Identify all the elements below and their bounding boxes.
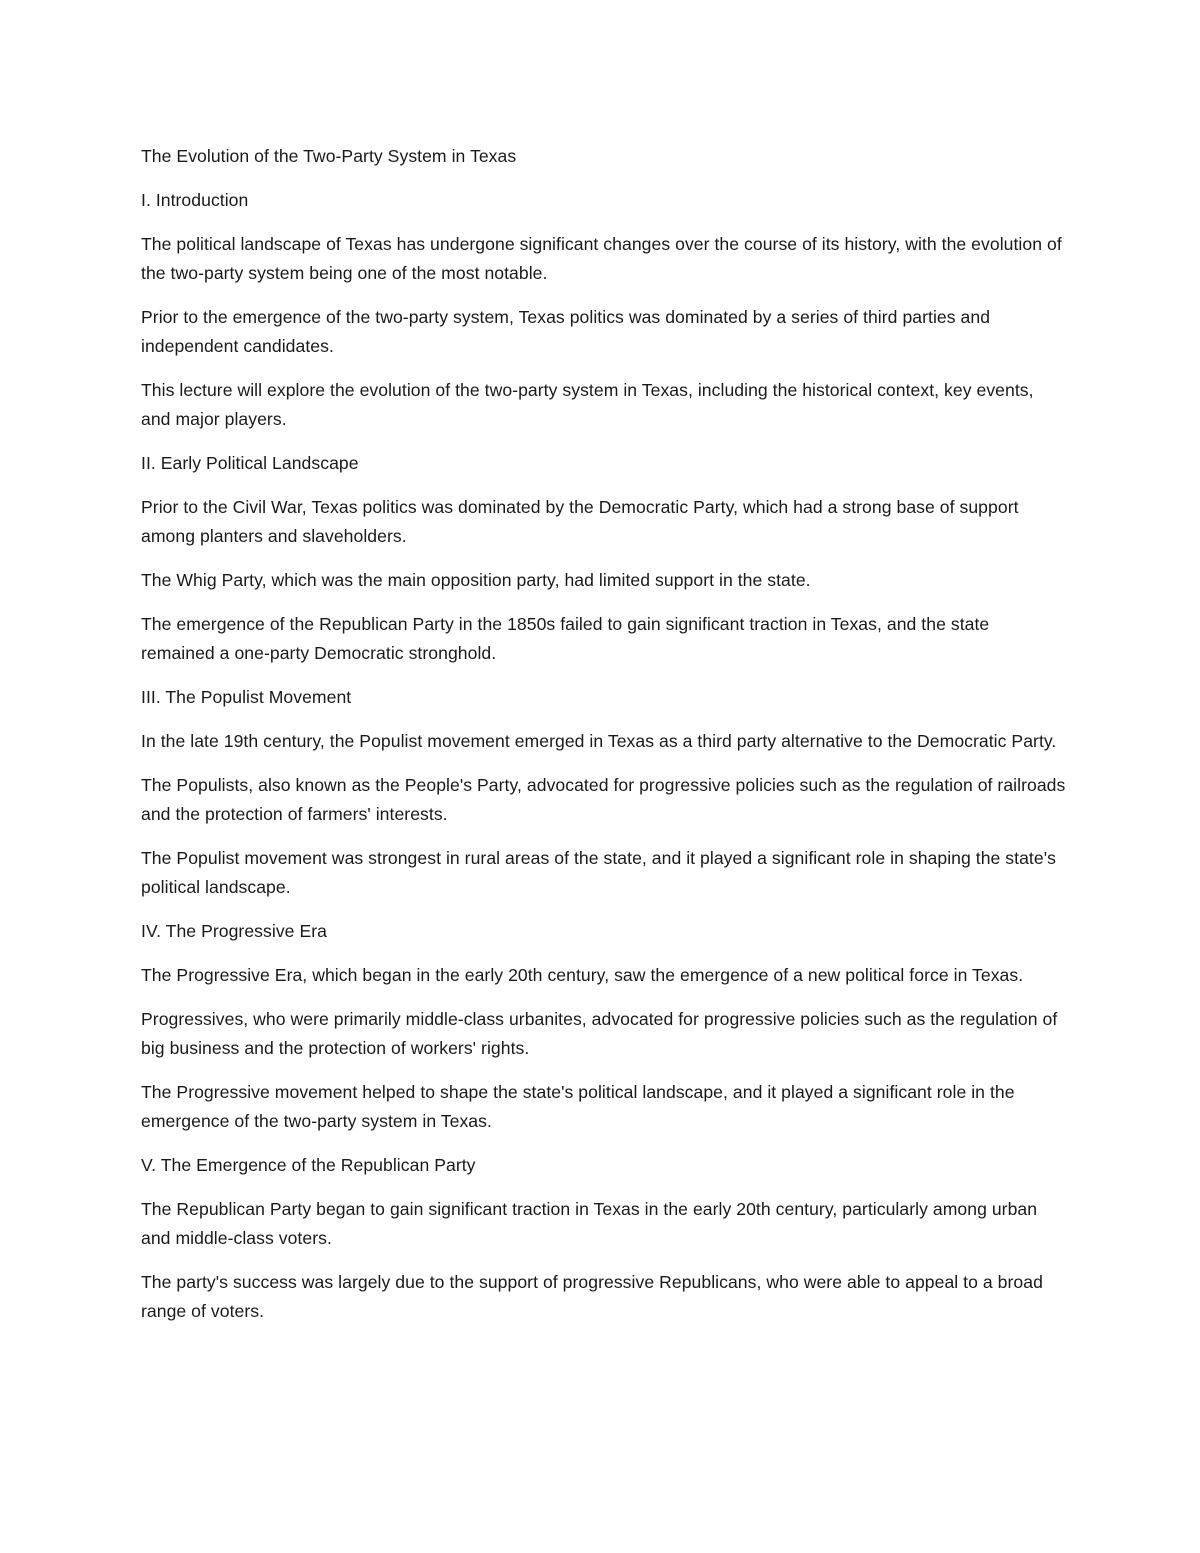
paragraph: The Populist movement was strongest in rural areas of the state, and it played a significant role in shaping the state's political landscape. — [141, 848, 1056, 897]
paragraph: The political landscape of Texas has undergone significant changes over the course of its history, with the evolution of the two-party system being one of the most notable. — [141, 234, 1062, 283]
paragraph: Prior to the Civil War, Texas politics was dominated by the Democratic Party, which had a strong base of support among planters and slaveholders. — [141, 497, 1019, 546]
paragraph: Progressives, who were primarily middle-class urbanites, advocated for progressive policies such as the regulation of big business and the protection of workers' rights. — [141, 1009, 1058, 1058]
document-title: The Evolution of the Two-Party System in Texas — [141, 146, 517, 166]
section-heading: I. Introduction — [141, 190, 249, 210]
paragraph: The Progressive movement helped to shape the state's political landscape, and it played a significant role in the emergence of the two-party system in Texas. — [141, 1082, 1015, 1131]
section-progressive-era — [141, 917, 1066, 1136]
section-introduction — [141, 186, 1066, 434]
document-body — [141, 142, 1066, 1341]
paragraph: The Progressive Era, which began in the early 20th century, saw the emergence of a new political force in Texas. — [141, 965, 1024, 985]
section-populist-movement — [141, 683, 1066, 902]
section-heading: V. The Emergence of the Republican Party — [141, 1155, 476, 1175]
paragraph: This lecture will explore the evolution of the two-party system in Texas, including the historical context, key events, and major players. — [141, 380, 1034, 429]
paragraph: The Populists, also known as the People's Party, advocated for progressive policies such as the regulation of railroads and the protection of farmers' interests. — [141, 775, 1066, 824]
section-heading: II. Early Political Landscape — [141, 453, 359, 473]
paragraph: The Whig Party, which was the main opposition party, had limited support in the state. — [141, 570, 811, 590]
section-heading: IV. The Progressive Era — [141, 921, 327, 941]
section-early-political-landscape — [141, 449, 1066, 668]
section-republican-party — [141, 1151, 1066, 1326]
paragraph: The party's success was largely due to the support of progressive Republicans, who were able to appeal to a broad range of voters. — [141, 1272, 1043, 1321]
section-heading: III. The Populist Movement — [141, 687, 352, 707]
paragraph: In the late 19th century, the Populist movement emerged in Texas as a third party alternative to the Democratic Party. — [141, 731, 1057, 751]
paragraph: Prior to the emergence of the two-party system, Texas politics was dominated by a series of third parties and independent candidates. — [141, 307, 991, 356]
paragraph: The emergence of the Republican Party in the 1850s failed to gain significant traction in Texas, and the state remained a one-party Democratic stronghold. — [141, 614, 990, 663]
paragraph: The Republican Party began to gain significant traction in Texas in the early 20th century, particularly among urban and middle-class voters. — [141, 1199, 1038, 1248]
